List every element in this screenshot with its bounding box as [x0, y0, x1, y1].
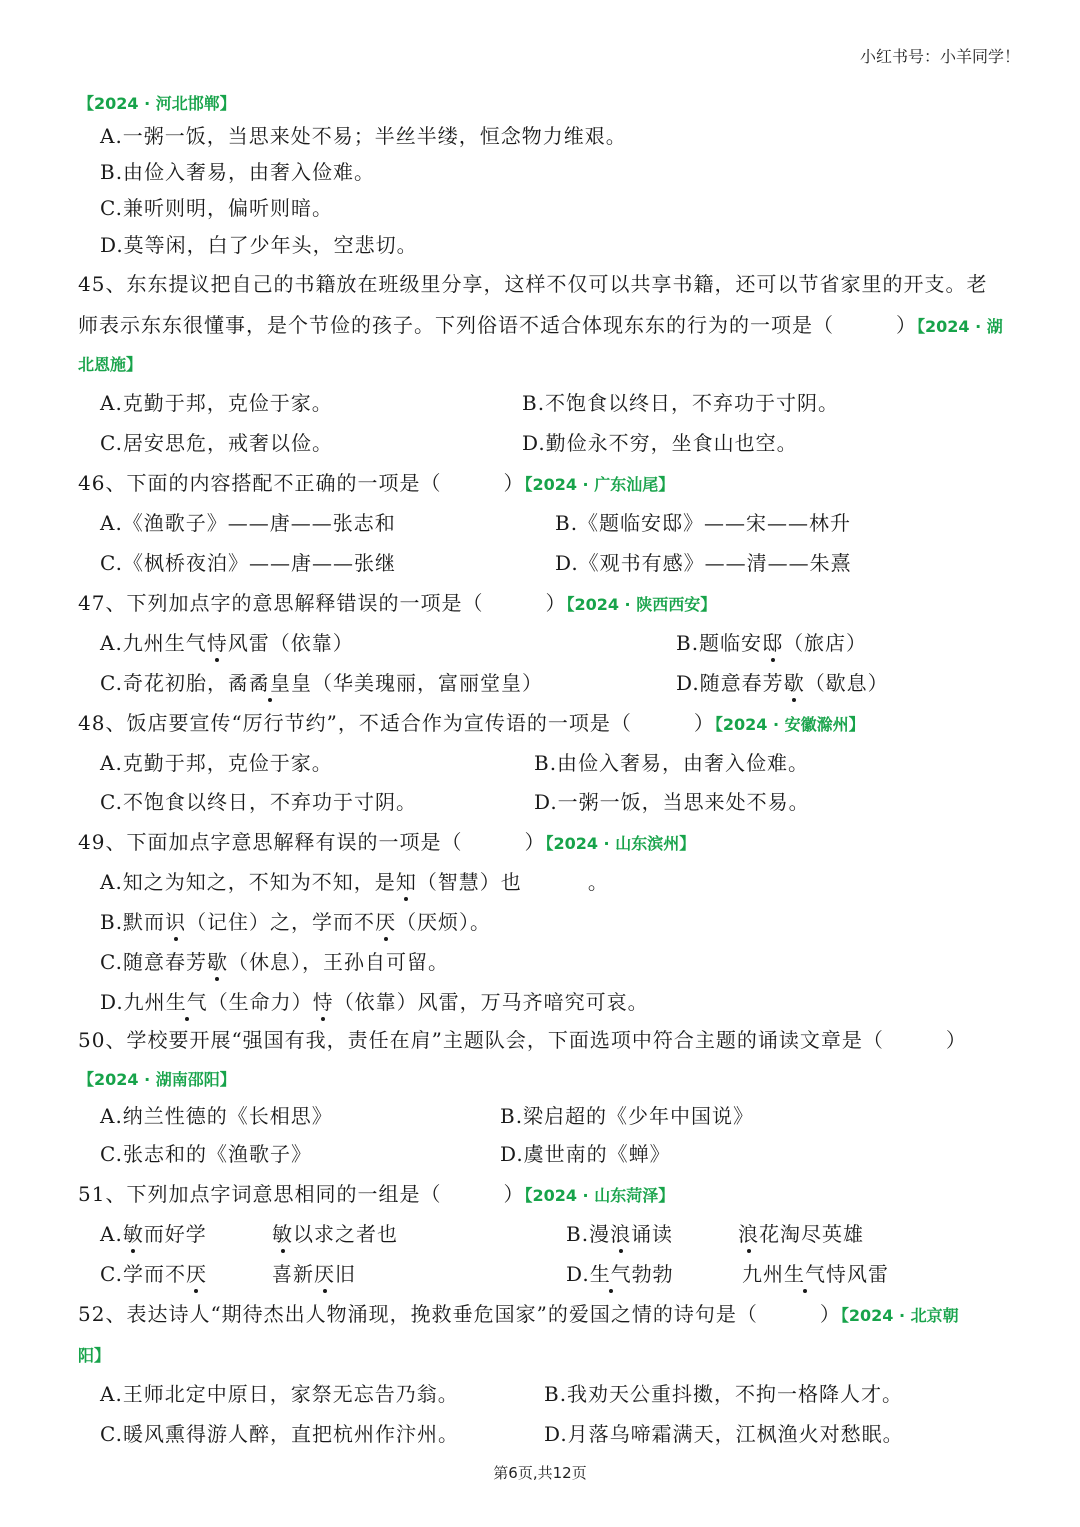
q48-option-a: A.克勤于邦，克俭于家。 [100, 751, 333, 775]
dotted-char: 矞矞皇皇 [227, 671, 312, 695]
q50-option-b: B.梁启超的《少年中国说》 [500, 1104, 755, 1128]
q52-source-tag-cont: 阳】 [78, 1346, 111, 1365]
dotted-char: 邸 [762, 631, 784, 655]
dotted-char: 厌 [185, 1262, 207, 1286]
page-number: 第6页,共12页 [493, 1464, 587, 1482]
q49-option-a: A.知之为知之，不知为不知，是知（智慧）也 。 [100, 870, 609, 894]
q44-option-c: C.兼听则明，偏听则暗。 [100, 196, 333, 220]
q49-stem: 49、下面加点字意思解释有误的一项是（ ）【2024 · 山东滨州】 [78, 830, 696, 854]
q48-option-c: C.不饱食以终日，不弃功于寸阴。 [100, 790, 417, 814]
q45-stem-line2: 师表示东东很懂事，是个节俭的孩子。下列俗语不适合体现东东的行为的一项是（ ）【2024 · 湖 [78, 313, 1003, 337]
dotted-char: 浪 [738, 1222, 759, 1246]
q49-option-b: B.默而识（记住）之，学而不厌（厌烦）。 [100, 910, 492, 934]
q47-option-c: C.奇花初胎，矞矞皇皇（华美瑰丽，富丽堂皇） [100, 671, 543, 695]
q46-stem: 46、下面的内容搭配不正确的一项是（ ）【2024 · 广东汕尾】 [78, 471, 675, 495]
q50-option-a: A.纳兰性德的《长相思》 [100, 1104, 333, 1128]
q48-option-b: B.由俭入奢易，由奢入俭难。 [534, 751, 810, 775]
q48-stem: 48、饭店要宣传“厉行节约”，不适合作为宣传语的一项是（ ）【2024 · 安徽滁州】 [78, 711, 865, 735]
dotted-char: 生气 [784, 1262, 826, 1286]
q49-source-tag: 【2024 · 山东滨州】 [545, 834, 696, 853]
dotted-char: 厌 [375, 910, 397, 934]
q45-source-tag-cont: 北恩施】 [78, 355, 143, 374]
q48-option-d: D.一粥一饭，当思来处不易。 [534, 790, 810, 814]
q51-option-c-word1: C.学而不厌 [100, 1262, 207, 1286]
q47-source-tag: 【2024 · 陕西西安】 [566, 595, 717, 614]
dotted-char: 敏 [272, 1222, 293, 1246]
q52-source-tag: 【2024 · 北京朝 [840, 1306, 959, 1325]
q51-option-b-word1: B.漫浪诵读 [566, 1222, 674, 1246]
q50-source-tag: 【2024 · 湖南邵阳】 [78, 1070, 236, 1089]
dotted-char: 浪 [610, 1222, 632, 1246]
q49-option-d: D.九州生气（生命力）恃（依靠）风雷，万马齐喑究可哀。 [100, 990, 649, 1014]
q45-stem-line1: 45、东东提议把自己的书籍放在班级里分享，这样不仅可以共享书籍，还可以节省家里的开支。老 [78, 272, 988, 296]
q46-option-a: A.《渔歌子》——唐——张志和 [100, 511, 396, 535]
page-header: 小红书号：小羊同学！ [859, 47, 1020, 66]
dotted-char: 歇 [783, 671, 805, 695]
q44-option-b: B.由俭入奢易，由奢入俭难。 [100, 160, 376, 184]
dotted-char: 敏 [122, 1222, 144, 1246]
q44-option-d: D.莫等闲，白了少年头，空悲切。 [100, 233, 418, 257]
q47-stem: 47、下列加点字的意思解释错误的一项是（ ）【2024 · 陕西西安】 [78, 591, 717, 615]
q47-option-d: D.随意春芳歇（歇息） [676, 671, 889, 695]
dotted-char: 恃 [312, 990, 334, 1014]
dotted-char: 生气 [589, 1262, 632, 1286]
q46-source-tag: 【2024 · 广东汕尾】 [524, 475, 675, 494]
q47-option-a: A.九州生气恃风雷（依靠） [100, 631, 354, 655]
q52-option-b: B.我劝天公重抖擞，不拘一格降人才。 [544, 1382, 904, 1406]
q46-option-d: D.《观书有感》——清——朱熹 [555, 551, 852, 575]
q52-option-d: D.月落乌啼霜满天，江枫渔火对愁眠。 [544, 1422, 904, 1446]
q52-stem: 52、表达诗人“期待杰出人物涌现，挽救垂危国家”的爱国之情的诗句是（ ）【2024 · 北京朝 [78, 1302, 959, 1326]
dotted-char: 歇 [206, 950, 228, 974]
dotted-char: 知 [395, 870, 417, 894]
dotted-char: 厌 [314, 1262, 335, 1286]
q46-option-b: B.《题临安邸》——宋——林升 [555, 511, 852, 535]
q45-option-d: D.勤俭永不穷，坐食山也空。 [522, 431, 798, 455]
q51-option-d-word1: D.生气勃勃 [566, 1262, 674, 1286]
dotted-char: 生气 [165, 990, 208, 1014]
q50-stem: 50、学校要开展“强国有我，责任在肩”主题队会，下面选项中符合主题的诵读文章是（ ） [78, 1028, 967, 1052]
q49-option-c: C.随意春芳歇（休息），王孙自可留。 [100, 950, 449, 974]
q52-option-a: A.王师北定中原日，家祭无忘告乃翁。 [100, 1382, 459, 1406]
q47-option-b: B.题临安邸（旅店） [676, 631, 868, 655]
q52-option-c: C.暖风熏得游人醉，直把杭州作汴州。 [100, 1422, 459, 1446]
q51-stem: 51、下列加点字词意思相同的一组是（ ）【2024 · 山东菏泽】 [78, 1182, 675, 1206]
q45-stem-text: 师表示东东很懂事，是个节俭的孩子。下列俗语不适合体现东东的行为的一项是（ [78, 313, 834, 337]
q45-option-c: C.居安思危，戒奢以俭。 [100, 431, 333, 455]
q48-source-tag: 【2024 · 安徽滁州】 [714, 715, 865, 734]
q51-option-b-word2: 浪花淘尽英雄 [738, 1222, 864, 1246]
q50-option-d: D.虞世南的《蝉》 [500, 1142, 671, 1166]
q45-option-b: B.不饱食以终日，不弃功于寸阴。 [522, 391, 840, 415]
q51-option-d-word2: 九州生气恃风雷 [742, 1262, 889, 1286]
q50-option-c: C.张志和的《渔歌子》 [100, 1142, 312, 1166]
q51-option-c-word2: 喜新厌旧 [272, 1262, 356, 1286]
q51-option-a-word1: A.敏而好学 [100, 1222, 207, 1246]
q45-option-a: A.克勤于邦，克俭于家。 [100, 391, 333, 415]
q45-source-tag: 【2024 · 湖 [917, 317, 1003, 336]
q44-source-tag: 【2024 · 河北邯郸】 [78, 94, 236, 113]
q44-option-a: A.一粥一饭，当思来处不易；半丝半缕，恒念物力维艰。 [100, 124, 627, 148]
q46-option-c: C.《枫桥夜泊》——唐——张继 [100, 551, 396, 575]
q51-source-tag: 【2024 · 山东菏泽】 [524, 1186, 675, 1205]
q51-option-a-word2: 敏以求之者也 [272, 1222, 398, 1246]
dotted-char: 识 [165, 910, 187, 934]
dotted-char: 恃 [206, 631, 228, 655]
